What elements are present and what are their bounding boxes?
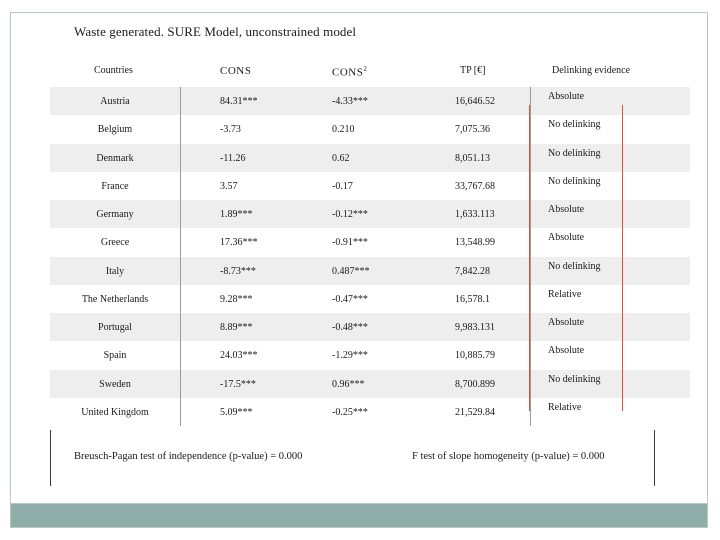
cons2-cell: 0.210	[332, 124, 355, 136]
tp-cell: 33,767.68	[455, 180, 495, 192]
table-row	[50, 228, 690, 256]
country-cell: Germany	[96, 209, 134, 220]
tp-cell: 10,885.79	[455, 350, 495, 362]
f-test-slope: F test of slope homogeneity (p-value) = 0.000	[412, 451, 605, 462]
header-countries: Countries	[94, 65, 133, 76]
breusch-pagan-test: Breusch-Pagan test of independence (p-value) = 0.000	[74, 451, 303, 462]
table-row	[50, 172, 690, 200]
delinking-cell: No delinking	[548, 260, 601, 272]
tp-cell: 1,633.113	[455, 209, 495, 220]
country-cell: Greece	[100, 237, 130, 249]
country-cell: Denmark	[96, 152, 134, 164]
delinking-cell: Absolute	[548, 345, 585, 357]
table-row	[50, 144, 690, 172]
cons-cell: -17.5***	[220, 378, 256, 390]
delinking-cell: No delinking	[548, 373, 601, 385]
country-cell: Belgium	[97, 124, 133, 136]
header-cons2-base: CONS	[332, 66, 364, 79]
cons-cell: -11.26	[220, 152, 246, 164]
red-marker-line-right	[622, 105, 623, 411]
country-cell: The Netherlands	[81, 293, 149, 305]
tp-cell: 7,842.28	[455, 265, 490, 277]
cons-cell: 17.36***	[220, 237, 258, 249]
cons-cell: 24.03***	[220, 350, 258, 362]
table-row	[50, 285, 690, 313]
delinking-cell: No delinking	[548, 147, 601, 159]
table-row	[50, 115, 690, 143]
cons2-cell: -0.91***	[332, 237, 368, 249]
cons2-cell: 0.487***	[332, 265, 370, 277]
cons-cell: 5.09***	[220, 406, 253, 418]
country-cell: Italy	[105, 265, 125, 277]
tp-cell: 8,700.899	[455, 378, 495, 390]
tp-cell: 8,051.13	[455, 152, 490, 164]
cons2-cell: -0.48***	[332, 322, 368, 333]
frame-line-left	[50, 430, 51, 486]
delinking-cell: Absolute	[548, 232, 585, 244]
table-row	[50, 370, 690, 398]
table-header	[50, 57, 690, 85]
cons2-cell: 0.62	[332, 152, 350, 164]
results-table	[50, 87, 690, 426]
cons2-cell: -0.12***	[332, 209, 368, 220]
column-divider	[530, 87, 531, 426]
header-cons: CONS	[220, 65, 252, 77]
column-divider	[180, 87, 181, 426]
delinking-cell: Absolute	[548, 91, 585, 102]
delinking-cell: No delinking	[548, 119, 601, 131]
table-title: Waste generated. SURE Model, unconstrained model	[74, 24, 357, 39]
footer-bar	[10, 503, 708, 528]
country-cell: France	[101, 180, 129, 192]
table-row	[50, 257, 690, 285]
header-cons2	[332, 65, 367, 79]
delinking-cell: No delinking	[548, 175, 601, 187]
cons2-cell: -0.25***	[332, 406, 368, 418]
cons-cell: 84.31***	[220, 96, 258, 107]
red-marker-line-left	[529, 105, 530, 411]
tp-cell: 16,578.1	[455, 293, 490, 305]
delinking-cell: Relative	[548, 401, 582, 413]
tp-cell: 13,548.99	[455, 237, 495, 249]
header-tp: TP [€]	[460, 65, 486, 76]
country-cell: Spain	[103, 350, 127, 362]
header-delinking: Delinking evidence	[552, 65, 631, 76]
cons-cell: 3.57	[220, 180, 238, 192]
delinking-cell: Absolute	[548, 204, 585, 215]
cons-cell: 1.89***	[220, 209, 253, 220]
cons-cell: 8.89***	[220, 322, 253, 333]
tp-cell: 21,529.84	[455, 406, 495, 418]
country-cell: Austria	[100, 96, 130, 107]
table-row	[50, 200, 690, 228]
delinking-cell: Relative	[548, 288, 582, 300]
table-row	[50, 398, 690, 426]
table-row	[50, 341, 690, 369]
header-cons2-sup: 2	[363, 65, 368, 73]
cons-cell: -3.73	[220, 124, 241, 136]
frame-line-right	[654, 430, 655, 486]
cons2-cell: -4.33***	[332, 96, 368, 107]
delinking-cell: Absolute	[548, 317, 585, 328]
country-cell: Sweden	[99, 378, 131, 390]
country-cell: United Kingdom	[81, 406, 149, 418]
cons-cell: -8.73***	[220, 265, 256, 277]
cons2-cell: -1.29***	[332, 350, 368, 362]
cons2-cell: 0.96***	[332, 378, 365, 390]
cons2-cell: -0.47***	[332, 293, 368, 305]
country-cell: Portugal	[98, 322, 132, 333]
tp-cell: 16,646.52	[455, 96, 495, 107]
table-row	[50, 87, 690, 115]
cons2-cell: -0.17	[332, 180, 353, 192]
tp-cell: 7,075.36	[455, 124, 490, 136]
table-row	[50, 313, 690, 341]
tp-cell: 9,983.131	[455, 322, 495, 333]
cons-cell: 9.28***	[220, 293, 253, 305]
